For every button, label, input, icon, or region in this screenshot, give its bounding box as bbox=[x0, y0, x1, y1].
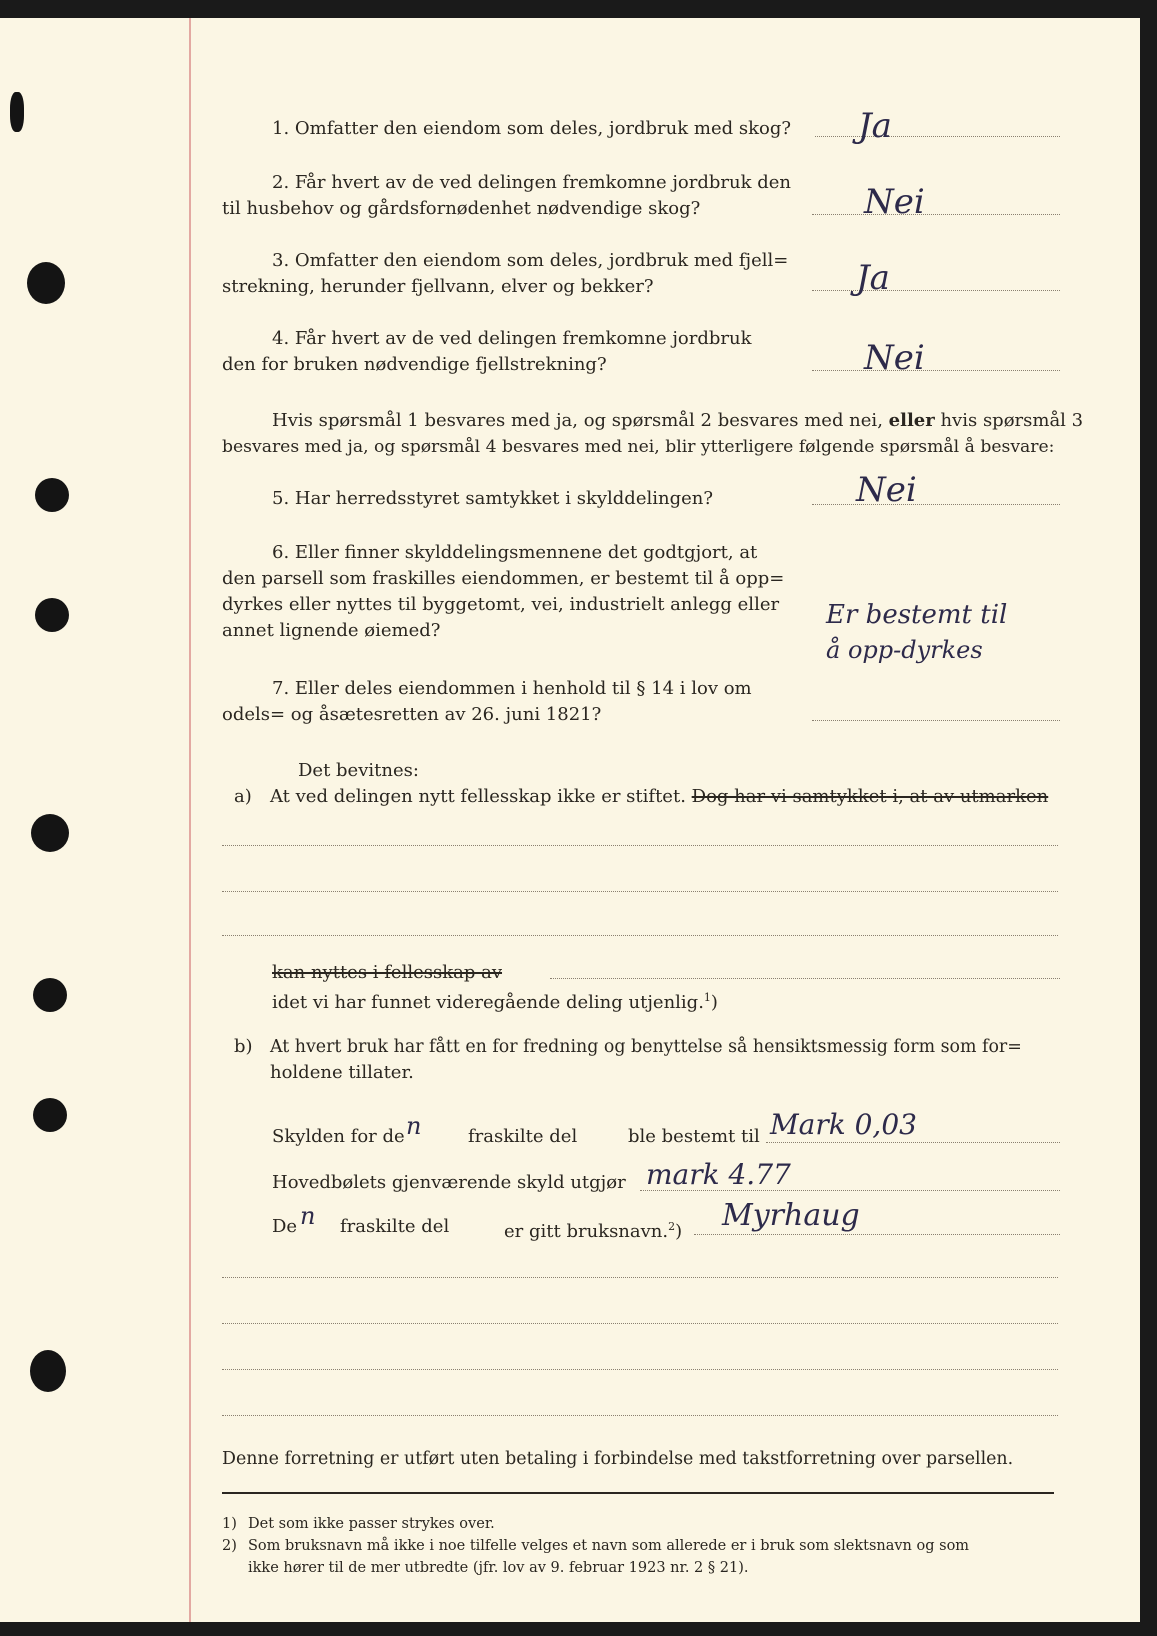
condition-line-2: besvares med ja, og spørsmål 4 besvares med nei, blir ytterligere følgende spørsmål å besvare: bbox=[222, 437, 1055, 457]
scan-right-border bbox=[1140, 0, 1157, 1636]
question-5: 5. Har herredsstyret samtykket i skylddelingen? bbox=[272, 488, 713, 509]
punch-hole bbox=[35, 478, 69, 512]
footnote-ref-2: 2 bbox=[668, 1220, 676, 1233]
scan-bottom-border bbox=[0, 1622, 1157, 1636]
question-6-line-1: 6. Eller finner skylddelingsmennene det godtgjort, at bbox=[272, 542, 758, 563]
blank-line bbox=[222, 1415, 1058, 1416]
answer-line-4 bbox=[812, 370, 1060, 371]
footnote-2-mark: 2) bbox=[222, 1538, 237, 1554]
condition-line-1 bbox=[272, 408, 1083, 434]
kan-struck bbox=[272, 960, 502, 986]
punch-hole bbox=[30, 1350, 66, 1392]
answer-2: Nei bbox=[864, 182, 925, 222]
footnote-1: Det som ikke passer strykes over. bbox=[248, 1516, 495, 1532]
footnote-2-line-2: ikke hører til de mer utbredte (jfr. lov av 9. februar 1923 nr. 2 § 21). bbox=[248, 1560, 749, 1576]
certify-b-line-2: holdene tillater. bbox=[270, 1062, 414, 1083]
blank-line bbox=[222, 1369, 1058, 1370]
blank-line bbox=[222, 845, 1058, 846]
skyld-line-3-close: ) bbox=[675, 1221, 683, 1242]
blank-line bbox=[550, 978, 1060, 979]
punch-hole bbox=[27, 262, 65, 304]
scan-top-border bbox=[0, 0, 1157, 18]
answer-5: Nei bbox=[856, 470, 917, 510]
ink-mark bbox=[10, 92, 24, 132]
question-4-line-2: den for bruken nødvendige fjellstrekning? bbox=[222, 354, 607, 375]
idet-text: idet vi har funnet videregående deling utjenlig. bbox=[272, 992, 704, 1013]
kan-struck-text: kan nyttes i fellesskap av bbox=[272, 962, 503, 983]
skyld-line-3-c bbox=[504, 1214, 682, 1245]
certify-b-label: b) bbox=[234, 1036, 253, 1057]
skyld-line-3-hw: n bbox=[300, 1202, 316, 1230]
certify-a-label: a) bbox=[234, 786, 252, 807]
question-2-line-1: 2. Får hvert av de ved delingen fremkomne jordbruk den bbox=[272, 172, 791, 193]
question-7-line-1: 7. Eller deles eiendommen i henhold til § 14 i lov om bbox=[272, 678, 752, 699]
answer-line-1 bbox=[815, 136, 1060, 137]
skyld-line-3-value: Myrhaug bbox=[722, 1198, 860, 1233]
footnote-rule bbox=[222, 1492, 1054, 1494]
blank-line bbox=[222, 935, 1058, 936]
idet-close: ) bbox=[710, 992, 718, 1013]
answer-line-5 bbox=[812, 504, 1060, 505]
question-1: 1. Omfatter den eiendom som deles, jordbruk med skog? bbox=[272, 118, 791, 139]
blank-line bbox=[222, 1277, 1058, 1278]
skyld-line-1-b: fraskilte del bbox=[468, 1126, 578, 1147]
certify-a-line bbox=[270, 784, 1048, 810]
answer-line-3 bbox=[812, 290, 1060, 291]
question-6-line-4: annet lignende øiemed? bbox=[222, 620, 441, 641]
footnote-1-mark: 1) bbox=[222, 1516, 237, 1532]
skyld-line-1-c: ble bestemt til bbox=[628, 1126, 760, 1147]
certify-a-text: At ved delingen nytt fellesskap ikke er stiftet. bbox=[270, 786, 686, 807]
question-7-line-2: odels= og åsætesretten av 26. juni 1821? bbox=[222, 704, 602, 725]
skyld-line-2-value: mark 4.77 bbox=[646, 1158, 791, 1191]
skyld-line-3-a: De bbox=[272, 1216, 298, 1237]
footnote-2-line-1: Som bruksnavn må ikke i noe tilfelle velges et navn som allerede er i bruk som slektsnavn og som bbox=[248, 1538, 970, 1554]
blank-line bbox=[222, 1323, 1058, 1324]
answer-6-line-1: Er bestemt til bbox=[826, 600, 1008, 630]
question-2-line-2: til husbehov og gårdsfornødenhet nødvendige skog? bbox=[222, 198, 701, 219]
skyld-line-3-b: fraskilte del bbox=[340, 1216, 450, 1237]
skyld-line-3-c-text: er gitt bruksnavn. bbox=[504, 1221, 669, 1242]
question-4-line-1: 4. Får hvert av de ved delingen fremkomne jordbruk bbox=[272, 328, 752, 349]
answer-line-7 bbox=[812, 720, 1060, 721]
idet-line bbox=[272, 985, 718, 1016]
condition-text-a: Hvis spørsmål 1 besvares med ja, og spørsmål 2 besvares med nei, bbox=[272, 410, 883, 431]
question-3-line-1: 3. Omfatter den eiendom som deles, jordbruk med fjell= bbox=[272, 250, 789, 271]
answer-1: Ja bbox=[858, 106, 892, 146]
answer-6-line-2: å opp-dyrkes bbox=[826, 636, 983, 664]
certify-a-struck: Dog har vi samtykket i, at av utmarken bbox=[691, 786, 1049, 807]
skyld-line-2-a: Hovedbølets gjenværende skyld utgjør bbox=[272, 1172, 626, 1193]
closing-statement: Denne forretning er utført uten betaling i forbindelse med takstforretning over parsellen. bbox=[222, 1449, 1014, 1469]
answer-line-2 bbox=[812, 214, 1060, 215]
skyld-line-1-hw: n bbox=[406, 1112, 422, 1140]
punch-hole bbox=[33, 1098, 67, 1132]
question-6-line-3: dyrkes eller nyttes til byggetomt, vei, industrielt anlegg eller bbox=[222, 594, 780, 615]
punch-hole bbox=[35, 598, 69, 632]
blank-line bbox=[222, 891, 1058, 892]
answer-3: Ja bbox=[856, 258, 890, 298]
footnote-ref-1: 1 bbox=[703, 991, 711, 1004]
skyld-line-3-dots bbox=[694, 1234, 1060, 1235]
answer-4: Nei bbox=[864, 338, 925, 378]
skyld-line-1-value: Mark 0,03 bbox=[770, 1108, 917, 1141]
margin-line bbox=[189, 18, 191, 1622]
skyld-line-1-dots bbox=[766, 1142, 1060, 1143]
certify-heading: Det bevitnes: bbox=[298, 760, 419, 781]
punch-hole bbox=[31, 814, 69, 852]
punch-hole bbox=[33, 978, 67, 1012]
skyld-line-1-a: Skylden for de bbox=[272, 1126, 405, 1147]
question-3-line-2: strekning, herunder fjellvann, elver og bekker? bbox=[222, 276, 654, 297]
certify-b-line-1: At hvert bruk har fått en for fredning og benyttelse så hensiktsmessig form som for= bbox=[270, 1037, 1022, 1057]
condition-text-b: hvis spørsmål 3 bbox=[940, 410, 1084, 431]
question-6-line-2: den parsell som fraskilles eiendommen, er bestemt til å opp= bbox=[222, 568, 785, 589]
condition-bold: eller bbox=[888, 410, 935, 431]
